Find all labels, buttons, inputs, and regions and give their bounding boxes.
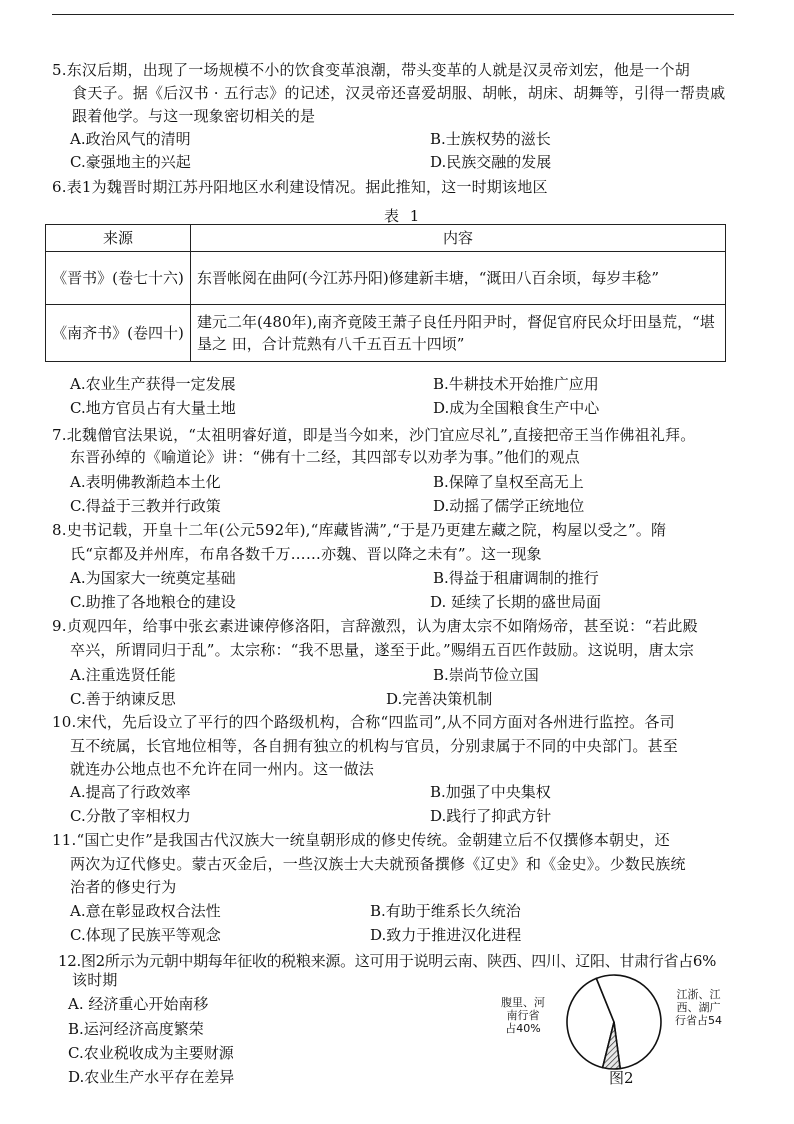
- q9-stem-line-1: 9.贞观四年，给事中张玄素进谏停修洛阳，言辞激烈，认为唐太宗不如隋炀帝，甚至说：“若此殿: [52, 617, 698, 635]
- pie-label-left-line: 腹里、河: [501, 996, 545, 1009]
- q7-stem-line-1: 7.北魏僧官法果说，“太祖明睿好道，即是当今如来，沙门宜应尽礼”,直接把帝王当作佛祖礼拜。: [52, 426, 696, 444]
- header-rule: [52, 14, 734, 15]
- q7-option-c[interactable]: C.得益于三教并行政策: [70, 497, 221, 515]
- q10-option-b[interactable]: B.加强了中央集权: [430, 783, 551, 801]
- q7-stem-line-2: 东晋孙绰的《喻道论》讲：“佛有十二经，其四部专以劝孝为事。”他们的观点: [70, 448, 580, 466]
- q9-option-b[interactable]: B.崇尚节俭立国: [433, 666, 539, 684]
- q12-option-c[interactable]: C.农业税收成为主要财源: [68, 1044, 234, 1062]
- water-works-table: [45, 224, 726, 362]
- pie-label-right: [675, 988, 722, 1027]
- q10-option-c[interactable]: C.分散了宰相权力: [70, 807, 191, 825]
- table-header-content: 内容: [191, 225, 726, 252]
- q10-option-d[interactable]: D.践行了抑武方针: [430, 807, 552, 825]
- q8-stem-line-2: 氏“京都及并州库，布帛各数千万……亦魏、晋以降之未有”。这一现象: [70, 545, 542, 563]
- q7-option-b[interactable]: B.保障了皇权至高无上: [433, 473, 584, 491]
- q5-stem-line-3: 跟着他学。与这一现象密切相关的是: [72, 107, 316, 125]
- table-header-row: [46, 225, 726, 252]
- q11-option-b[interactable]: B.有助于维系长久统治: [370, 902, 521, 920]
- table-cell-source: 《晋书》(卷七十六): [46, 252, 191, 305]
- pie-label-left: [501, 996, 545, 1035]
- q11-option-a[interactable]: A.意在彰显政权合法性: [70, 902, 221, 920]
- q5-option-c[interactable]: C.豪强地主的兴起: [70, 153, 191, 171]
- table-cell-source: 《南齐书》(卷四十): [46, 305, 191, 362]
- q5-option-b[interactable]: B.士族权势的滋长: [430, 130, 551, 148]
- q9-stem-line-2: 卒兴，所谓同归于乱”。太宗称：“我不思量，遂至于此。”赐绢五百匹作鼓励。这说明，唐太宗: [70, 641, 695, 659]
- q8-option-d[interactable]: D. 延续了长期的盛世局面: [430, 593, 602, 611]
- q6-option-b[interactable]: B.牛耕技术开始推广应用: [433, 375, 599, 393]
- table-row: [46, 305, 726, 362]
- q10-option-a[interactable]: A.提高了行政效率: [70, 783, 191, 801]
- q11-stem-line-1: 11.“国亡史作”是我国古代汉族大一统皇朝形成的修史传统。金朝建立后不仅撰修本朝史，还: [52, 831, 670, 849]
- pie-label-left-line: 南行省: [506, 1009, 540, 1022]
- q5-stem-line-1: 5.东汉后期，出现了一场规模不小的饮食变革浪潮，带头变革的人就是汉灵帝刘宏，他是一个胡: [52, 61, 690, 79]
- q7-option-a[interactable]: A.表明佛教渐趋本土化: [70, 473, 221, 491]
- table-cell-content: 建元二年(480年),南齐竟陵王萧子良任丹阳尹时，督促官府民众圩田垦荒，“堪垦之 田，合计荒熟有八千五百五十四顷”: [191, 305, 726, 362]
- q8-stem-line-1: 8.史书记载，开皇十二年(公元592年),“库藏皆满”,“于是乃更建左藏之院，构屋以受之”。隋: [52, 521, 667, 539]
- q6-option-d[interactable]: D.成为全国粮食生产中心: [433, 399, 600, 417]
- q11-stem-line-2: 两次为辽代修史。蒙古灭金后，一些汉族士大夫就预备撰修《辽史》和《金史》。少数民族统: [70, 855, 686, 873]
- q8-option-b[interactable]: B.得益于租庸调制的推行: [433, 569, 599, 587]
- q11-stem-line-3: 治者的修史行为: [70, 878, 177, 896]
- pie-label-right-line: 江浙、江: [676, 988, 721, 1001]
- q5-option-a[interactable]: A.政治风气的清明: [70, 130, 191, 148]
- q10-stem-line-1: 10.宋代，先后设立了平行的四个路级机构，合称“四监司”,从不同方面对各州进行监控。各司: [52, 713, 675, 731]
- q10-stem-line-2: 互不统属，长官地位相等，各自拥有独立的机构与官员，分别隶属于不同的中央部门。甚至: [70, 737, 679, 755]
- q6-option-c[interactable]: C.地方官员占有大量土地: [70, 399, 236, 417]
- q12-option-a[interactable]: A. 经济重心开始南移: [68, 995, 209, 1013]
- q9-option-a[interactable]: A.注重选贤任能: [70, 666, 176, 684]
- q11-option-c[interactable]: C.体现了民族平等观念: [70, 926, 221, 944]
- table-cell-content: 东晋帐阅在曲阿(今江苏丹阳)修建新丰塘，“溉田八百余顷，每岁丰稔”: [191, 252, 726, 305]
- q6-option-a[interactable]: A.农业生产获得一定发展: [70, 375, 236, 393]
- q12-stem-line-1: 12.图2所示为元朝中期每年征收的税粮来源。这可用于说明云南、陕西、四川、辽阳、甘肃行省占6%: [58, 952, 717, 970]
- table-caption: 表 1: [384, 207, 423, 225]
- figure-caption: 图2: [609, 1069, 634, 1087]
- q9-option-c[interactable]: C.善于纳谏反思: [70, 690, 176, 708]
- q8-option-c[interactable]: C.助推了各地粮仓的建设: [70, 593, 236, 611]
- q7-option-d[interactable]: D.动摇了儒学正统地位: [433, 497, 585, 515]
- q11-option-d[interactable]: D.致力于推进汉化进程: [370, 926, 522, 944]
- q12-option-b[interactable]: B.运河经济高度繁荣: [68, 1020, 204, 1038]
- q10-stem-line-3: 就连办公地点也不允许在同一州内。这一做法: [70, 760, 375, 778]
- q5-stem-line-2: 食天子。据《后汉书 · 五行志》的记述，汉灵帝还喜爱胡服、胡帐，胡床、胡舞等，引得一帮贵戚: [72, 84, 726, 102]
- pie-label-right-line: 西、湖广: [676, 1001, 721, 1014]
- table-row: [46, 252, 726, 305]
- q12-stem-line-2: 该时期: [72, 971, 118, 989]
- q12-option-d[interactable]: D.农业生产水平存在差异: [68, 1068, 235, 1086]
- q8-option-a[interactable]: A.为国家大一统奠定基础: [70, 569, 236, 587]
- q9-option-d[interactable]: D.完善决策机制: [386, 690, 493, 708]
- table-header-source: 来源: [46, 225, 191, 252]
- q6-stem-line-1: 6.表1为魏晋时期江苏丹阳地区水利建设情况。据此推知，这一时期该地区: [52, 178, 548, 196]
- pie-label-left-line: 占40%: [505, 1022, 541, 1035]
- q5-option-d[interactable]: D.民族交融的发展: [430, 153, 552, 171]
- pie-label-right-line: 行省占54: [675, 1014, 722, 1027]
